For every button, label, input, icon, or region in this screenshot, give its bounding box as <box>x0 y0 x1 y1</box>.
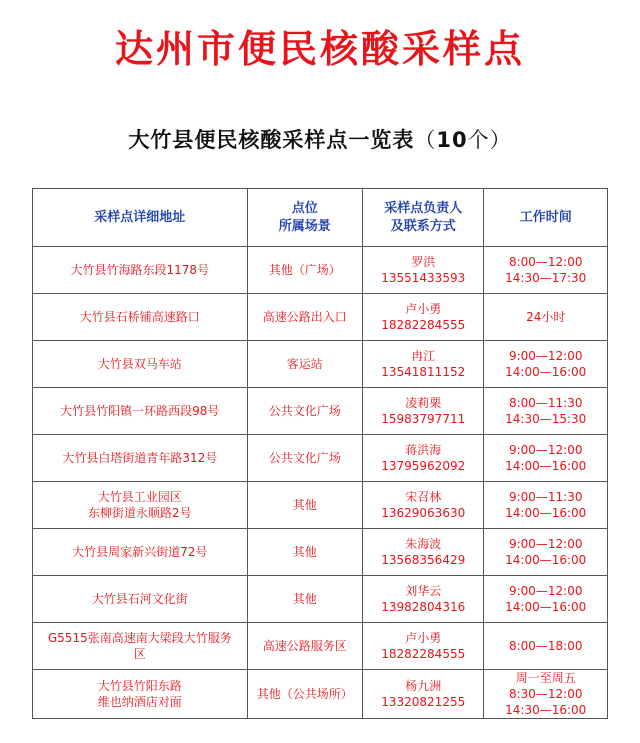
place-cell: 客运站 <box>247 341 362 388</box>
contact-cell: 卢小勇 18282284555 <box>363 294 484 341</box>
address-cell: 大竹县白塔街道青年路312号 <box>33 435 248 482</box>
place-cell: 高速公路出入口 <box>247 294 362 341</box>
hours-cell: 9:00—11:30 14:00—16:00 <box>484 482 608 529</box>
contact-cell: 朱海波 13568356429 <box>363 529 484 576</box>
contact-cell: 宋召林 13629063630 <box>363 482 484 529</box>
table-row <box>33 623 608 670</box>
site-count: （10个） <box>414 128 512 152</box>
hours-cell: 9:00—12:00 14:00—16:00 <box>484 341 608 388</box>
place-cell: 公共文化广场 <box>247 388 362 435</box>
table-row <box>33 576 608 623</box>
contact-cell: 罗洪 13551433593 <box>363 247 484 294</box>
hours-cell: 8:00—18:00 <box>484 623 608 670</box>
page-title: 达州市便民核酸采样点 <box>114 26 525 71</box>
address-cell: G5515张南高速南大梁段大竹服务 区 <box>33 623 248 670</box>
table-header-row <box>33 189 608 247</box>
address-cell: 大竹县石桥铺高速路口 <box>33 294 248 341</box>
place-cell: 公共文化广场 <box>247 435 362 482</box>
table-row <box>33 294 608 341</box>
table-row <box>33 341 608 388</box>
address-cell: 大竹县工业园区 东柳街道永顺路2号 <box>33 482 248 529</box>
table-row <box>33 529 608 576</box>
place-cell: 其他 <box>247 482 362 529</box>
address-cell: 大竹县双马车站 <box>33 341 248 388</box>
hours-cell: 9:00—12:00 14:00—16:00 <box>484 576 608 623</box>
contact-cell: 凌莉栗 15983797711 <box>363 388 484 435</box>
hours-cell: 24小时 <box>484 294 608 341</box>
header-address: 采样点详细地址 <box>33 189 248 247</box>
header-contact: 采样点负责人 及联系方式 <box>363 189 484 247</box>
address-cell: 大竹县竹阳东路 维也纳酒店对面 <box>33 670 248 719</box>
header-hours: 工作时间 <box>484 189 608 247</box>
header-place: 点位 所属场景 <box>247 189 362 247</box>
place-cell: 其他 <box>247 576 362 623</box>
address-cell: 大竹县竹阳镇一环路西段98号 <box>33 388 248 435</box>
hours-cell: 9:00—12:00 14:00—16:00 <box>484 529 608 576</box>
table-row <box>33 388 608 435</box>
hours-cell: 9:00—12:00 14:00—16:00 <box>484 435 608 482</box>
contact-cell: 冉江 13541811152 <box>363 341 484 388</box>
table-row <box>33 247 608 294</box>
table-body <box>33 247 608 719</box>
table-row <box>33 435 608 482</box>
contact-cell: 蒋洪海 13795962092 <box>363 435 484 482</box>
sampling-sites-table <box>32 188 608 719</box>
contact-cell: 刘华云 13982804316 <box>363 576 484 623</box>
hours-cell: 周一至周五 8:30—12:00 14:30—16:00 <box>484 670 608 719</box>
place-cell: 其他（公共场所） <box>247 670 362 719</box>
hours-cell: 8:00—12:00 14:30—17:30 <box>484 247 608 294</box>
address-cell: 大竹县竹海路东段1178号 <box>33 247 248 294</box>
place-cell: 其他 <box>247 529 362 576</box>
address-cell: 大竹县石河文化街 <box>33 576 248 623</box>
subtitle-text: 大竹县便民核酸采样点一览表 <box>128 128 415 152</box>
table-row <box>33 670 608 719</box>
table-subtitle <box>0 124 640 154</box>
contact-cell: 卢小勇 18282284555 <box>363 623 484 670</box>
place-cell: 其他（广场） <box>247 247 362 294</box>
address-cell: 大竹县周家新兴街道72号 <box>33 529 248 576</box>
place-cell: 高速公路服务区 <box>247 623 362 670</box>
contact-cell: 杨九洲 13320821255 <box>363 670 484 719</box>
table-row <box>33 482 608 529</box>
hours-cell: 8:00—11:30 14:30—15:30 <box>484 388 608 435</box>
